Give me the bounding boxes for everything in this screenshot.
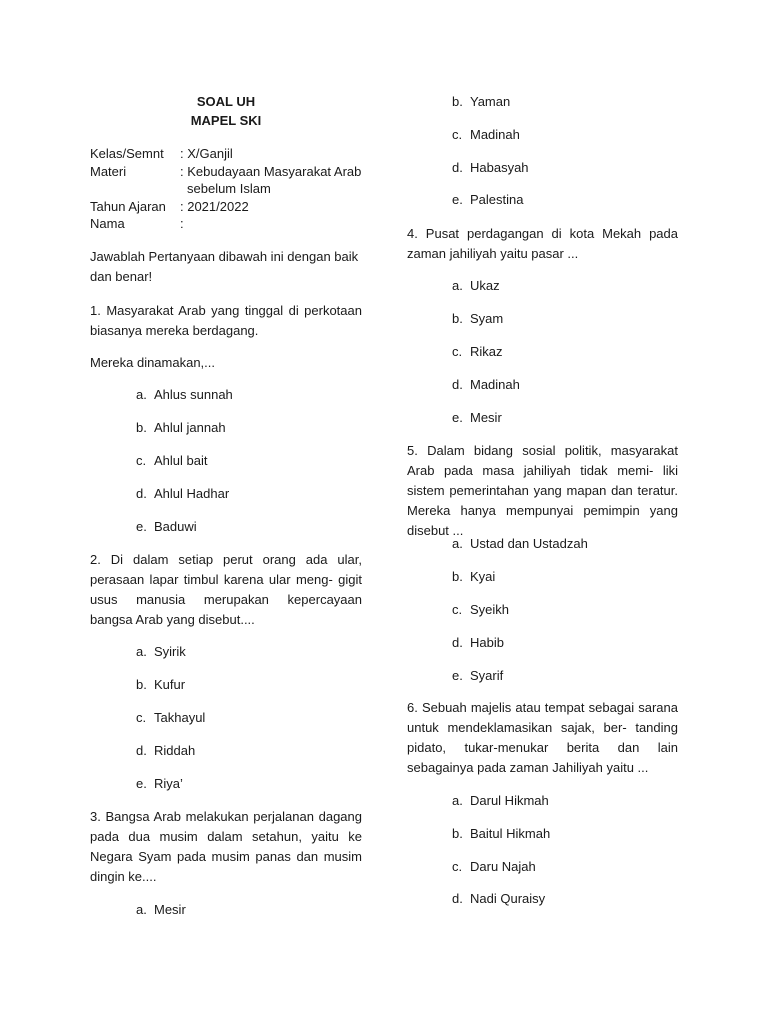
option-text: Riya’ (154, 776, 183, 791)
option-text: Ukaz (470, 278, 500, 293)
q5-option-e[interactable] (452, 666, 503, 686)
option-text: Syirik (154, 644, 186, 659)
option-text: Palestina (470, 192, 524, 207)
option-letter: b. (452, 311, 463, 326)
option-letter: d. (452, 635, 463, 650)
option-letter: e. (452, 410, 463, 425)
question-2 (90, 550, 362, 630)
option-letter: c. (452, 127, 463, 142)
q2-option-a[interactable] (136, 642, 186, 662)
q5-option-c[interactable] (452, 600, 509, 620)
option-letter: a. (452, 793, 463, 808)
option-text: Madinah (470, 127, 520, 142)
option-text: Ahlul jannah (154, 420, 226, 435)
info-value: : 2021/2022 (180, 199, 249, 214)
question-number: 2. (90, 552, 101, 567)
q6-option-b[interactable] (452, 824, 550, 844)
title-soal-uh: SOAL UH (196, 94, 256, 109)
option-text: Mesir (154, 902, 186, 917)
option-text: Yaman (470, 94, 511, 109)
q3-option-b[interactable] (452, 92, 510, 112)
option-text: Syarif (470, 668, 504, 683)
option-text: Madinah (470, 377, 520, 392)
option-text: Ahlul bait (154, 453, 208, 468)
option-text: Syeikh (470, 602, 510, 617)
q5-option-a[interactable] (452, 534, 588, 554)
question-number: 5. (407, 443, 418, 458)
option-text: Rikaz (470, 344, 503, 359)
q1-option-a[interactable] (136, 385, 233, 405)
option-letter: a. (136, 387, 147, 402)
option-letter: e. (452, 192, 463, 207)
info-key: Materi (90, 164, 127, 179)
question-number: 4. (407, 226, 418, 241)
q2-option-e[interactable] (136, 774, 183, 794)
info-value-cont: sebelum Islam (187, 181, 271, 196)
option-letter: b. (136, 420, 147, 435)
q1-option-b[interactable] (136, 418, 226, 438)
question-5 (407, 441, 678, 541)
q5-option-d[interactable] (452, 633, 504, 653)
option-text: Ustad dan Ustadzah (470, 536, 588, 551)
q1-option-e[interactable] (136, 517, 197, 537)
option-text: Ahlus sunnah (154, 387, 233, 402)
q2-option-d[interactable] (136, 741, 195, 761)
info-key: Nama (90, 216, 125, 231)
question-1-text2: Mereka dinamakan,... (90, 355, 216, 370)
q4-option-d[interactable] (452, 375, 520, 395)
option-text: Syam (470, 311, 504, 326)
option-letter: d. (452, 160, 463, 175)
question-text: Dalam bidang sosial politik, masyarakat Arab pada masa jahiliyah tidak memi- liki sistem pemerintahan yang mapan dan teratur. Mereka hanya mempunyai pemimpin yang disebut ... (407, 443, 678, 538)
q2-option-c[interactable] (136, 708, 205, 728)
option-letter: d. (136, 486, 147, 501)
q3-option-d[interactable] (452, 158, 529, 178)
info-value: : X/Ganjil (180, 146, 233, 161)
q2-option-b[interactable] (136, 675, 185, 695)
option-text: Kyai (470, 569, 496, 584)
option-letter: c. (452, 859, 463, 874)
q1-option-c[interactable] (136, 451, 207, 471)
q3-option-a[interactable] (136, 900, 186, 920)
option-letter: b. (136, 677, 147, 692)
option-letter: c. (136, 710, 147, 725)
info-key: Kelas/Semnt (90, 146, 164, 161)
option-letter: a. (452, 536, 463, 551)
option-letter: c. (136, 453, 147, 468)
option-text: Habasyah (470, 160, 529, 175)
option-text: Riddah (154, 743, 196, 758)
q3-option-c[interactable] (452, 125, 520, 145)
q4-option-c[interactable] (452, 342, 503, 362)
question-4 (407, 224, 678, 264)
q5-option-b[interactable] (452, 567, 495, 587)
info-value: : Kebudayaan Masyarakat Arab (180, 164, 362, 179)
option-text: Mesir (470, 410, 502, 425)
option-letter: e. (136, 776, 147, 791)
option-letter: a. (136, 644, 147, 659)
option-letter: c. (452, 602, 463, 617)
option-letter: e. (452, 668, 463, 683)
option-letter: b. (452, 569, 463, 584)
question-text: Bangsa Arab melakukan perjalanan dagang pada dua musim dalam setahun, yaitu ke Negara Syam pada musim panas dan musim dingin ke.... (90, 809, 362, 884)
question-6 (407, 698, 678, 778)
question-3 (90, 807, 362, 887)
option-text: Takhayul (154, 710, 206, 725)
option-letter: a. (452, 278, 463, 293)
option-text: Darul Hikmah (470, 793, 549, 808)
q4-option-e[interactable] (452, 408, 502, 428)
option-text: Ahlul Hadhar (154, 486, 230, 501)
option-text: Baitul Hikmah (470, 826, 551, 841)
option-text: Habib (470, 635, 504, 650)
instruction: Jawablah Pertanyaan dibawah ini dengan baik dan benar! (90, 249, 359, 284)
option-text: Baduwi (154, 519, 197, 534)
option-letter: b. (452, 94, 463, 109)
q6-option-c[interactable] (452, 857, 536, 877)
q4-option-b[interactable] (452, 309, 503, 329)
question-number: 6. (407, 700, 418, 715)
question-number: 1. (90, 303, 101, 318)
option-letter: a. (136, 902, 147, 917)
option-letter: d. (136, 743, 147, 758)
option-letter: b. (452, 826, 463, 841)
info-value: : (180, 216, 184, 231)
question-text: Pusat perdagangan di kota Mekah pada zaman jahiliyah yaitu pasar ... (407, 226, 678, 261)
option-text: Kufur (154, 677, 186, 692)
q3-option-e[interactable] (452, 190, 523, 210)
q6-option-a[interactable] (452, 791, 549, 811)
q1-option-d[interactable] (136, 484, 229, 504)
option-letter: d. (452, 377, 463, 392)
question-text: Masyarakat Arab yang tinggal di perkotaan biasanya mereka berdagang. (90, 303, 362, 338)
question-text: Di dalam setiap perut orang ada ular, perasaan lapar timbul karena ular meng- gigit usus manusia merupakan kepercayaan bangsa Arab yang disebut.... (90, 552, 362, 627)
q6-option-d[interactable] (452, 889, 545, 909)
option-text: Daru Najah (470, 859, 536, 874)
option-letter: c. (452, 344, 463, 359)
question-1 (90, 301, 362, 341)
title-mapel: MAPEL SKI (190, 113, 262, 128)
option-text: Nadi Quraisy (470, 891, 546, 906)
info-key: Tahun Ajaran (90, 199, 166, 214)
q4-option-a[interactable] (452, 276, 500, 296)
option-letter: d. (452, 891, 463, 906)
question-text: Sebuah majelis atau tempat sebagai sarana untuk mendeklamasikan sajak, ber- tanding pidato, tukar-menukar berita dan lain sebagainya pada zaman Jahiliyah yaitu ... (407, 700, 678, 775)
option-letter: e. (136, 519, 147, 534)
question-number: 3. (90, 809, 101, 824)
